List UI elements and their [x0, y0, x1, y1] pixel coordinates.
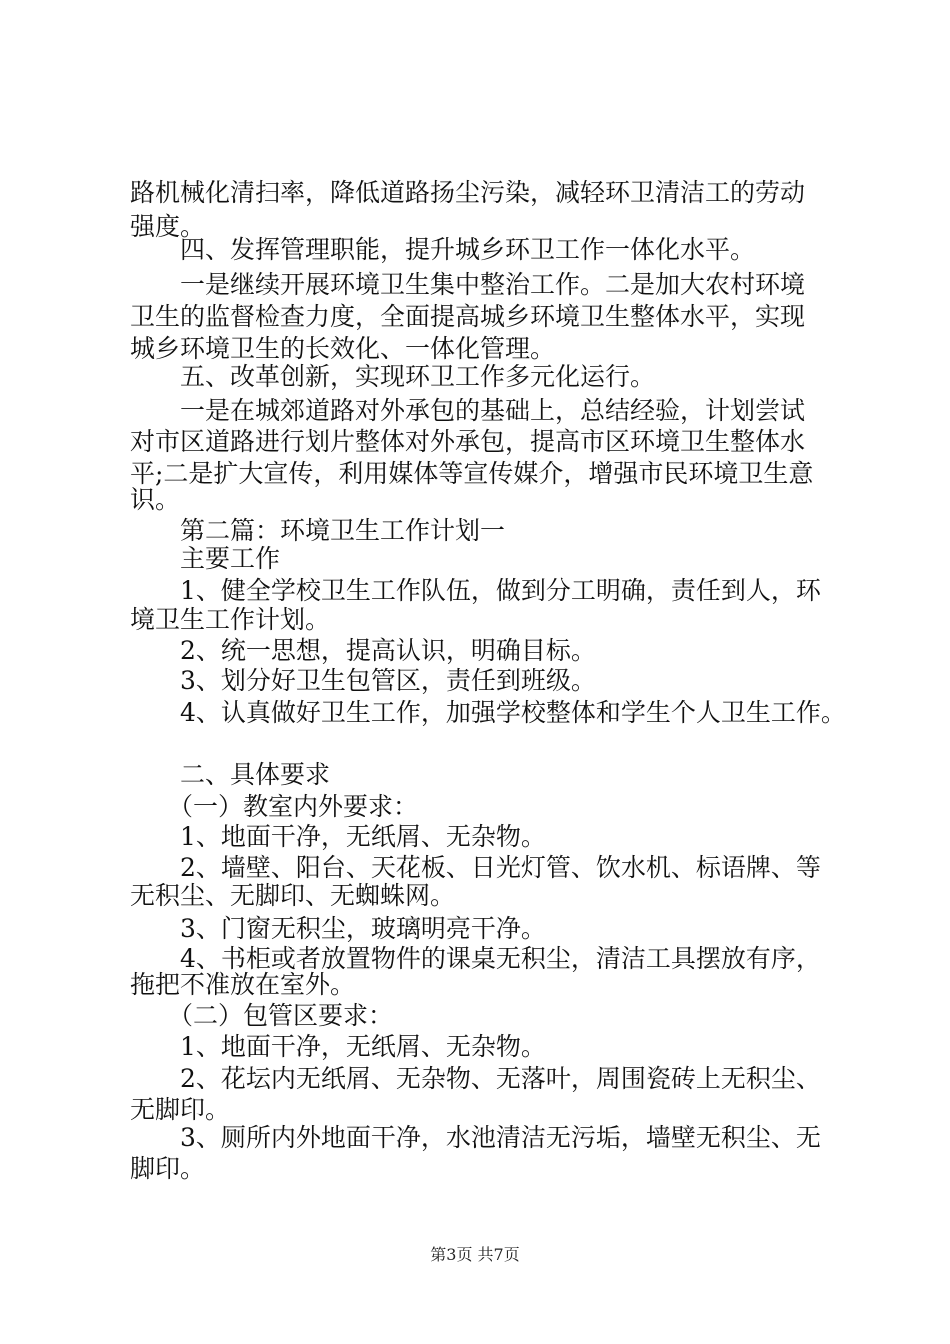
- body-line: 无脚印。: [130, 1095, 231, 1124]
- body-line: 对市区道路进行划片整体对外承包，提高市区环境卫生整体水: [130, 427, 806, 456]
- body-line: 一是继续开展环境卫生集中整治工作。二是加大农村环境: [180, 270, 806, 299]
- list-item: 2、统一思想，提高认识，明确目标。: [180, 636, 596, 665]
- body-line: 境卫生工作计划。: [130, 605, 331, 634]
- list-item: 1、地面干净，无纸屑、无杂物。: [180, 822, 546, 851]
- body-line: 强度。: [130, 212, 206, 241]
- body-line: 拖把不准放在室外。: [130, 970, 356, 999]
- body-line: 城乡环境卫生的长效化、一体化管理。: [130, 334, 556, 363]
- body-line: 路机械化清扫率，降低道路扬尘污染，减轻环卫清洁工的劳动: [130, 178, 806, 207]
- list-item: 1、健全学校卫生工作队伍，做到分工明确，责任到人，环: [180, 576, 821, 605]
- list-item: 4、认真做好卫生工作，加强学校整体和学生个人卫生工作。: [180, 698, 846, 727]
- chapter-title: 第二篇：环境卫生工作计划一: [180, 516, 506, 545]
- list-item: 4、书柜或者放置物件的课桌无积尘，清洁工具摆放有序，: [180, 944, 821, 973]
- list-item: 2、花坛内无纸屑、无杂物、无落叶，周围瓷砖上无积尘、: [180, 1064, 821, 1093]
- list-item: 2、墙壁、阳台、天花板、日光灯管、饮水机、标语牌、等: [180, 853, 821, 882]
- section-heading: 主要工作: [180, 544, 281, 573]
- subsection-heading: （一）教室内外要求：: [168, 792, 419, 821]
- body-line: 卫生的监督检查力度，全面提高城乡环境卫生整体水平，实现: [130, 302, 806, 331]
- section-heading: 五、改革创新，实现环卫工作多元化运行。: [180, 362, 656, 391]
- subsection-heading: （二）包管区要求：: [168, 1001, 394, 1030]
- section-heading: 四、发挥管理职能，提升城乡环卫工作一体化水平。: [180, 235, 756, 264]
- list-item: 3、划分好卫生包管区，责任到班级。: [180, 666, 596, 695]
- body-line: 平;二是扩大宣传，利用媒体等宣传媒介，增强市民环境卫生意: [130, 459, 814, 488]
- list-item: 1、地面干净，无纸屑、无杂物。: [180, 1032, 546, 1061]
- list-item: 3、厕所内外地面干净，水池清洁无污垢，墙壁无积尘、无: [180, 1123, 821, 1152]
- section-heading: 二、具体要求: [180, 760, 331, 789]
- body-line: 脚印。: [130, 1154, 206, 1183]
- body-line: 识。: [130, 485, 181, 514]
- body-line: 一是在城郊道路对外承包的基础上，总结经验，计划尝试: [180, 396, 806, 425]
- page-footer: 第3页 共7页: [430, 1245, 520, 1264]
- list-item: 3、门窗无积尘，玻璃明亮干净。: [180, 914, 546, 943]
- body-line: 无积尘、无脚印、无蜘蛛网。: [130, 881, 456, 910]
